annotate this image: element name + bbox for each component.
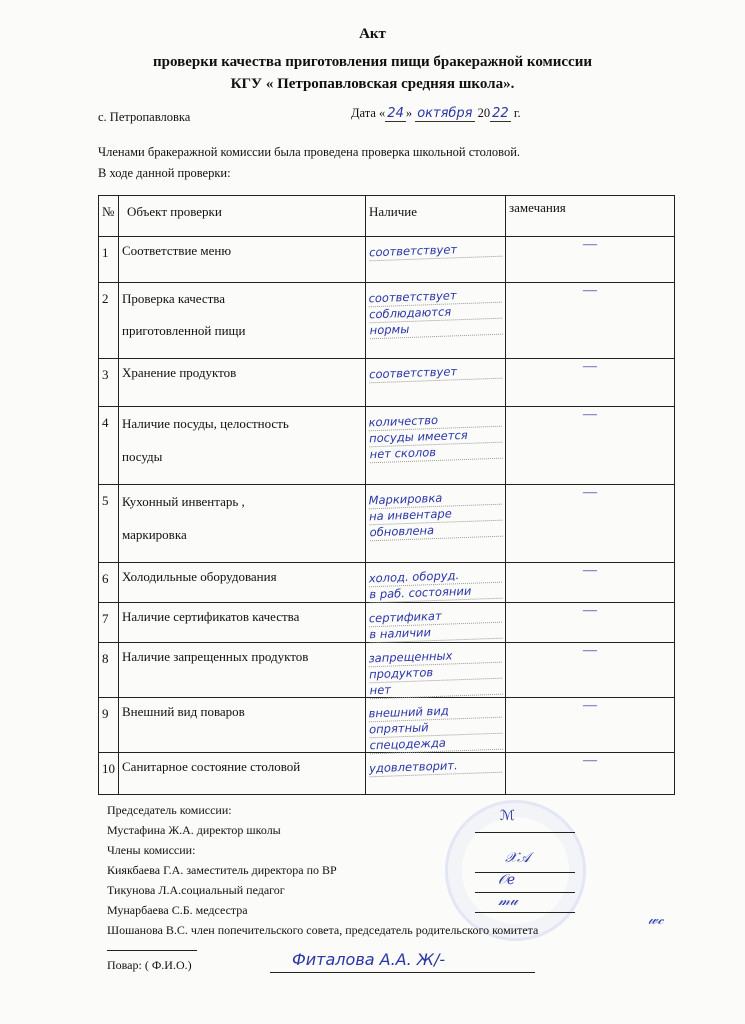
row-object-line: Санитарное состояние столовой <box>122 759 301 774</box>
row-presence-line: сертификат <box>369 607 502 628</box>
row-object <box>119 563 366 603</box>
row-remark: — <box>506 237 675 283</box>
row-object <box>119 643 366 698</box>
row-number: 2 <box>99 283 119 359</box>
row-presence-line: запрещенных <box>368 647 501 668</box>
row-presence-line: Маркировка <box>368 489 501 510</box>
date-prefix: Дата « <box>351 106 386 120</box>
row-presence-line: обновлена <box>369 521 502 542</box>
cook-label: Повар: ( Ф.И.О.) <box>107 958 192 972</box>
row-presence-line: нет сколов <box>369 443 502 464</box>
row-presence-line: в раб. состоянии <box>369 583 502 604</box>
date-month: октября <box>417 106 473 121</box>
row-number: 7 <box>99 603 119 643</box>
row-object-line: Проверка качества <box>122 291 226 306</box>
header-num: № <box>99 196 119 237</box>
table-row <box>99 603 675 643</box>
chair-signature-mark: ℳ <box>500 808 515 824</box>
row-presence <box>366 485 506 563</box>
place: с. Петропавловка <box>98 110 191 124</box>
row-object-line: приготовленной пищи <box>122 323 246 338</box>
row-presence-line: внешний вид <box>368 702 501 723</box>
row-object-line: Наличие запрещенных продуктов <box>122 649 309 664</box>
chair-name: Мустафина Ж.А. директор школы <box>107 823 281 837</box>
row-presence-line: нет <box>369 679 502 700</box>
row-presence-line: спецодежда <box>369 734 502 755</box>
row-number: 4 <box>99 407 119 485</box>
row-object <box>119 698 366 753</box>
table-row <box>99 407 675 485</box>
row-presence-line: продуктов <box>369 663 502 684</box>
row-presence-handwriting <box>368 641 503 700</box>
member-3-signature-mark: 𝓂𝓊 <box>498 893 518 909</box>
row-object <box>119 407 366 485</box>
row-presence-line: в наличии <box>369 623 502 644</box>
row-presence <box>366 563 506 603</box>
row-remark: — <box>506 603 675 643</box>
member-1: Киякбаева Г.А. заместитель директора по ВР <box>107 863 337 877</box>
date-line <box>351 106 521 122</box>
row-presence <box>366 753 506 795</box>
table-header-row <box>99 196 675 237</box>
member-4: Шошанова В.С. член попечительского совета, председатель родительского комитета <box>107 923 539 937</box>
doc-title: Акт <box>359 26 386 42</box>
row-presence-handwriting <box>369 235 503 262</box>
date-suffix: г. <box>513 106 521 120</box>
table-row <box>99 698 675 753</box>
row-object-line: Наличие сертификатов качества <box>122 609 300 624</box>
row-presence-line: удовлетворит. <box>369 757 502 778</box>
row-presence-handwriting <box>368 696 503 755</box>
table-row <box>99 753 675 795</box>
intro-line-1: Членами бракеражной комиссии была проведена проверка школьной столовой. <box>98 145 521 159</box>
row-presence-handwriting <box>369 357 503 384</box>
row-presence <box>366 643 506 698</box>
row-object <box>119 485 366 563</box>
row-presence-handwriting <box>368 601 502 644</box>
row-object-line: Внешний вид поваров <box>122 704 245 719</box>
member-2: Тикунова Л.А.социальный педагог <box>107 883 285 897</box>
row-presence-line: соблюдаются <box>369 303 502 324</box>
table-row <box>99 359 675 407</box>
cook-signature: Фиталова А.А. Ж/- <box>292 950 446 969</box>
member-3-signature-line <box>475 912 575 913</box>
row-presence-line: количество <box>368 411 501 432</box>
row-presence-line: соответствует <box>369 241 502 262</box>
row-object <box>119 237 366 283</box>
chair-signature-line <box>475 832 575 833</box>
member-1-signature-line <box>475 872 575 873</box>
row-presence-line: опрятный <box>369 718 502 739</box>
row-presence <box>366 359 506 407</box>
row-presence <box>366 603 506 643</box>
row-number: 5 <box>99 485 119 563</box>
member-2-signature-line <box>475 892 575 893</box>
row-object-line: Холодильные оборудования <box>122 569 277 584</box>
row-object-line: Кухонный инвентарь , <box>122 494 245 509</box>
separator-line <box>107 950 197 951</box>
row-presence-handwriting <box>368 281 503 340</box>
row-presence-handwriting <box>368 561 502 604</box>
row-presence-line: соответствует <box>369 363 502 384</box>
members-label: Члены комиссии: <box>107 843 196 857</box>
row-object-line: Хранение продуктов <box>122 365 237 380</box>
row-object-line: Соответствие меню <box>122 243 232 258</box>
row-presence-handwriting <box>368 405 503 464</box>
header-presence: Наличие <box>366 196 506 237</box>
member-4-signature-mark: 𝓌𝒸 <box>648 912 664 928</box>
org-name: КГУ « Петропавловская средняя школа». <box>230 76 515 92</box>
row-object-line: Наличие посуды, целостность <box>122 416 289 431</box>
header-remarks: замечания <box>506 196 675 237</box>
row-number: 8 <box>99 643 119 698</box>
row-remark: — <box>506 643 675 698</box>
row-presence-line: соответствует <box>368 287 501 308</box>
table-row <box>99 563 675 603</box>
row-remark: — <box>506 485 675 563</box>
doc-subtitle: проверки качества приготовления пищи бракеражной комиссии <box>152 54 592 70</box>
row-object-line: маркировка <box>122 527 187 542</box>
inspection-table <box>98 195 675 795</box>
row-number: 9 <box>99 698 119 753</box>
member-3: Мунарбаева С.Б. медсестра <box>107 903 248 917</box>
row-number: 6 <box>99 563 119 603</box>
cook-signature-line <box>270 972 535 973</box>
row-presence-line: посуды имеется <box>369 427 502 448</box>
table-row <box>99 643 675 698</box>
header-object: Объект проверки <box>119 196 366 237</box>
row-remark: — <box>506 359 675 407</box>
row-object <box>119 603 366 643</box>
row-remark: — <box>506 753 675 795</box>
row-remark: — <box>506 563 675 603</box>
intro-line-2: В ходе данной проверки: <box>98 166 231 180</box>
row-presence-line: на инвентаре <box>369 505 502 526</box>
row-number: 10 <box>99 753 119 795</box>
date-mid: » <box>405 106 413 120</box>
row-object-line: посуды <box>122 449 163 464</box>
row-number: 3 <box>99 359 119 407</box>
row-presence <box>366 407 506 485</box>
member-1-signature-mark: 𝒳𝒜 <box>505 850 531 866</box>
row-presence-handwriting <box>368 483 503 542</box>
row-presence <box>366 237 506 283</box>
row-presence <box>366 283 506 359</box>
row-remark: — <box>506 283 675 359</box>
row-remark: — <box>506 407 675 485</box>
row-presence-handwriting <box>369 751 503 778</box>
table-row <box>99 485 675 563</box>
row-presence <box>366 698 506 753</box>
date-year-prefix: 20 <box>477 106 491 120</box>
row-object <box>119 359 366 407</box>
member-2-signature-mark: 𝒪ℯ <box>498 872 516 888</box>
date-day: 24 <box>387 106 404 121</box>
row-object <box>119 283 366 359</box>
table-row <box>99 237 675 283</box>
row-object <box>119 753 366 795</box>
row-presence-line: холод. оборуд. <box>369 567 502 588</box>
stamp-watermark <box>445 800 586 941</box>
chair-label: Председатель комиссии: <box>107 803 232 817</box>
row-presence-line: нормы <box>369 319 502 340</box>
row-remark: — <box>506 698 675 753</box>
row-number: 1 <box>99 237 119 283</box>
date-year: 22 <box>492 106 509 121</box>
table-row <box>99 283 675 359</box>
